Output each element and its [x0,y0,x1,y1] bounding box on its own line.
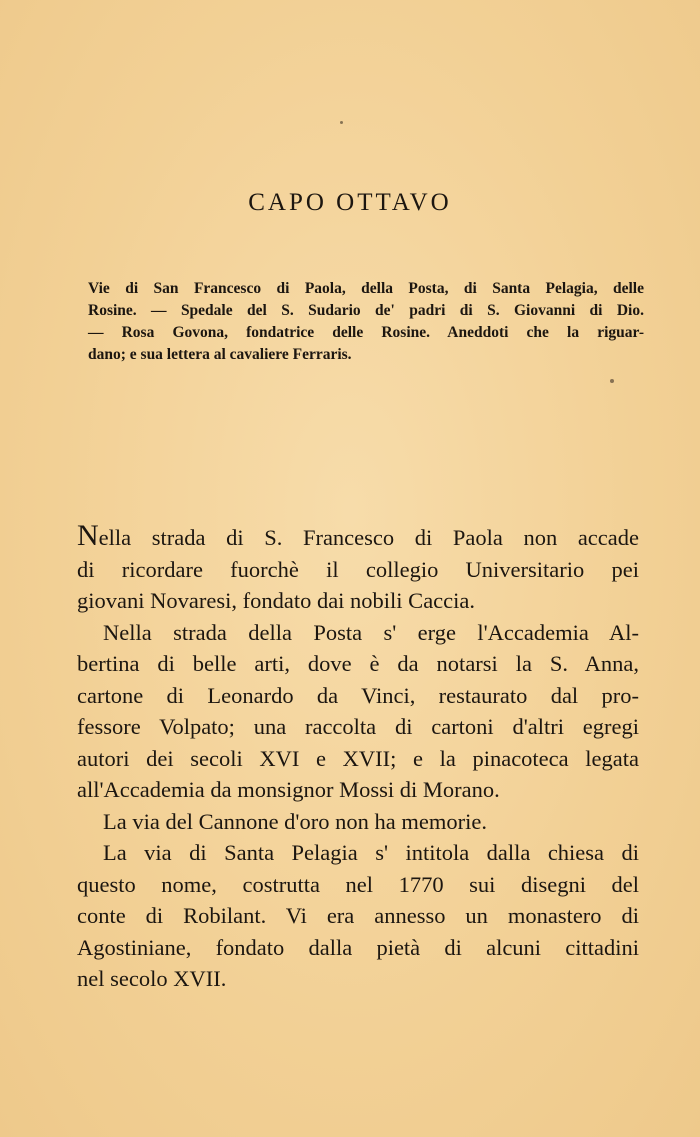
body-line: cartone di Leonardo da Vinci, restaurato dal pro- [77,682,639,708]
chapter-summary [88,278,644,366]
body-line: questo nome, costrutta nel 1770 sui disegni del [77,871,639,897]
body-line: giovani Novaresi, fondato dai nobili Caccia. [77,588,476,613]
body-line: bertina di belle arti, dove è da notarsi la S. Anna, [77,651,639,676]
body-line: La via di Santa Pelagia s' intitola dalla chiesa di [103,840,639,865]
ink-speck [340,121,343,124]
body-line: Agostiniane, fondato dalla pietà di alcuni cittadini [77,934,639,960]
body-line: conte di Robilant. Vi era annesso un monastero di [77,903,639,928]
body-line: La via del Cannone d'oro non ha memorie. [103,808,487,834]
summary-line: Rosine. — Spedale del S. Sudario de' padri di S. Giovanni di Dio. [88,302,644,319]
body-line: di ricordare fuorchè il collegio Universitario pei [77,556,639,582]
body-line-first [77,520,639,554]
summary-line: — Rosa Govona, fondatrice delle Rosine. Aneddoti che la riguar- [88,324,644,341]
dropcap-letter: N [77,519,99,552]
body-line: all'Accademia da monsignor Mossi di Morano. [77,777,500,802]
summary-line: dano; e sua lettera al cavaliere Ferraris. [88,346,352,363]
body-text [77,520,639,995]
body-line: fessore Volpato; una raccolta di cartoni d'altri egregi [77,714,639,739]
body-line: autori dei secoli XVI e XVII; e la pinacoteca legata [77,745,639,771]
body-line-text: ella strada di S. Francesco di Paola non accade [98,525,639,550]
summary-line: Vie di San Francesco di Paola, della Posta, di Santa Pelagia, delle [88,280,644,297]
body-line: Nella strada della Posta s' erge l'Accademia Al- [103,619,639,645]
ink-speck [610,379,614,383]
chapter-title: CAPO OTTAVO [248,188,452,216]
body-line: nel secolo XVII. [77,966,227,991]
